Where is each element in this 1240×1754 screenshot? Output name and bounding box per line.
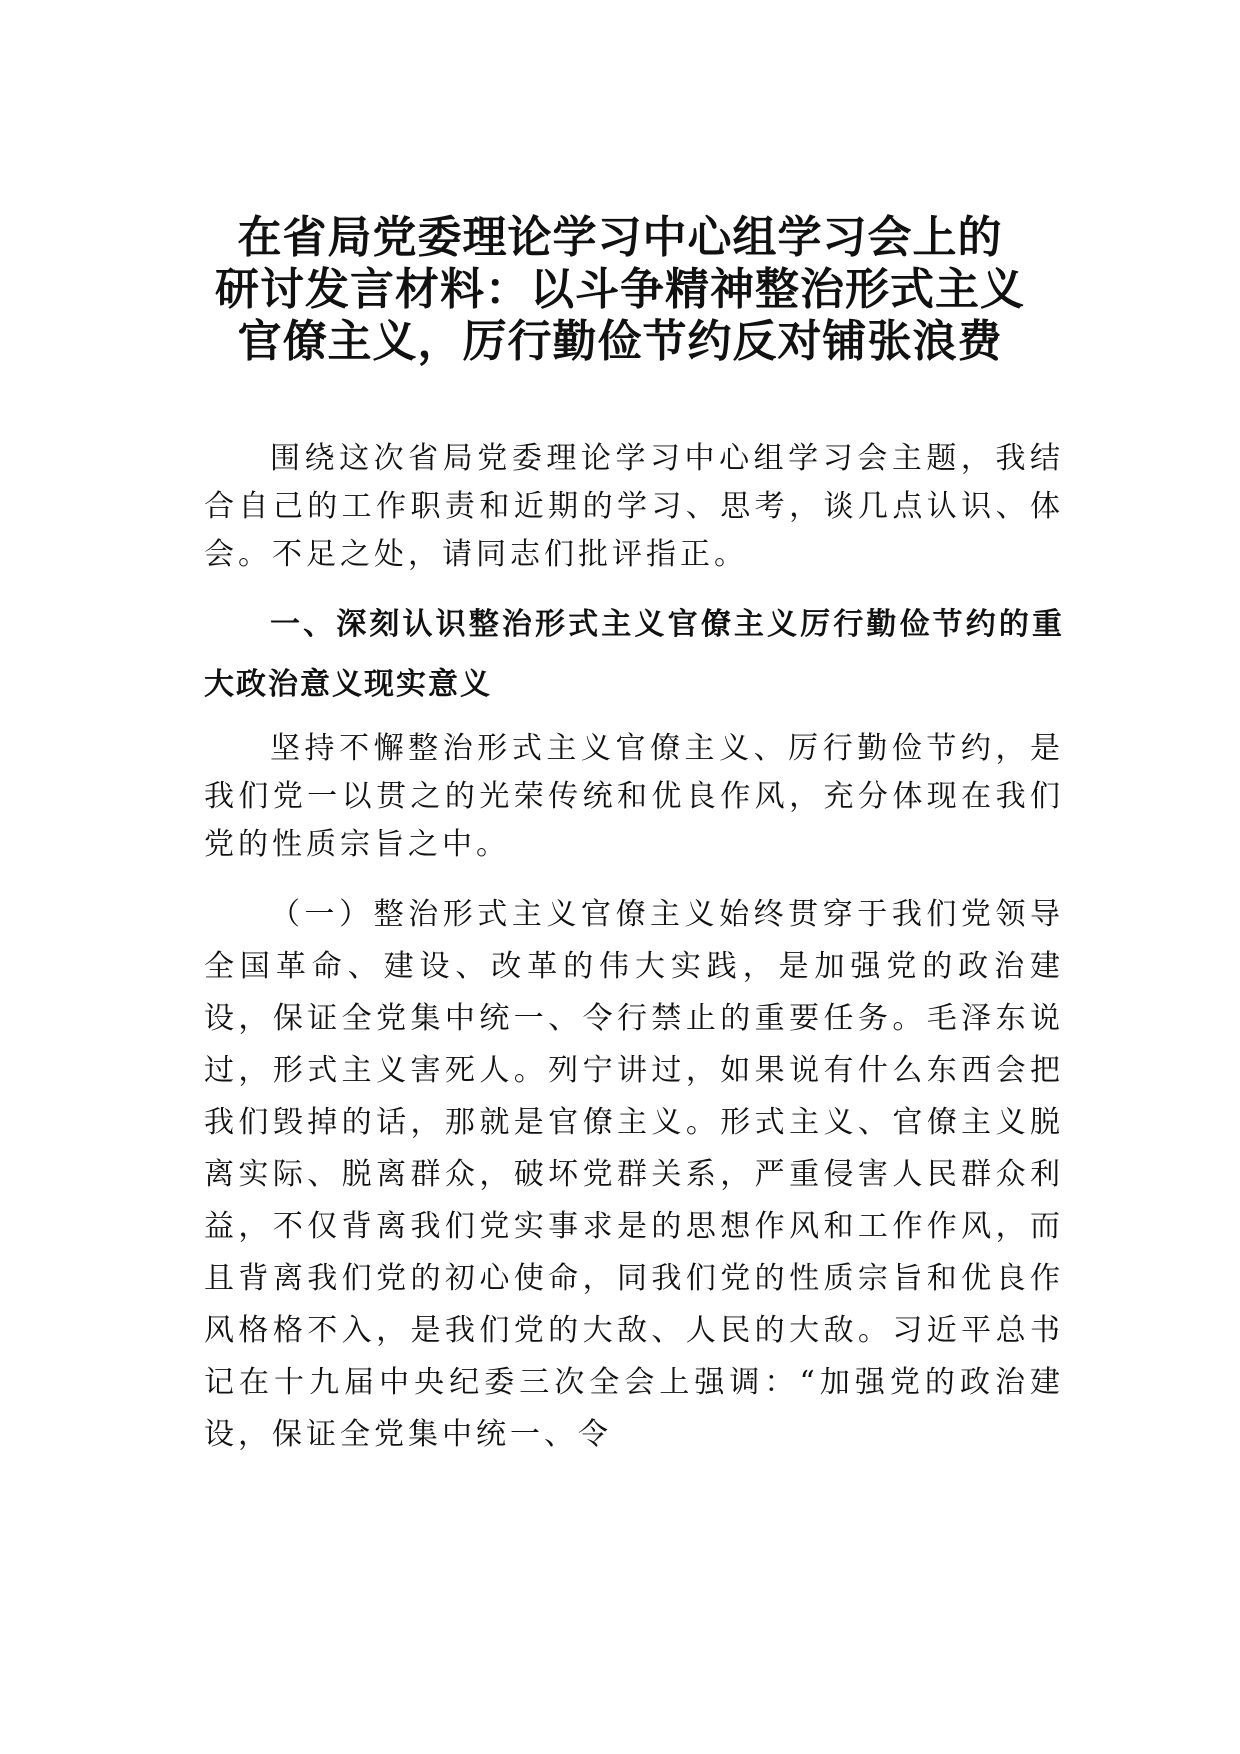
document-body	[204, 435, 1064, 1461]
document-title	[160, 212, 1080, 368]
title-line-2: 研讨发言材料：以斗争精神整治形式主义	[215, 264, 1025, 315]
title-line-3: 官僚主义，厉行勤俭节约反对铺张浪费	[237, 316, 1003, 367]
section-1-lead-paragraph: 坚持不懈整治形式主义官僚主义、厉行勤俭节约，是我们党一以贯之的光荣传统和优良作风，充分体现在我们党的性质宗旨之中。	[204, 731, 1064, 862]
section-heading-1: 一、深刻认识整治形式主义官僚主义厉行勤俭节约的重大政治意义现实意义	[204, 607, 1064, 702]
intro-paragraph: 围绕这次省局党委理论学习中心组学习会主题，我结合自己的工作职责和近期的学习、思考，谈几点认识、体会。不足之处，请同志们批评指正。	[204, 441, 1064, 572]
subsection-1-paragraph: （一）整治形式主义官僚主义始终贯穿于我们党领导全国革命、建设、改革的伟大实践，是加强党的政治建设，保证全党集中统一、令行禁止的重要任务。毛泽东说过，形式主义害死人。列宁讲过，如果说有什么东西会把我们毁掉的话，那就是官僚主义。形式主义、官僚主义脱离实际、脱离群众，破坏党群关系，严重侵害人民群众利益，不仅背离我们党实事求是的思想作风和工作作风，而且背离我们党的初心使命，同我们党的性质宗旨和优良作风格格不入，是我们党的大敌、人民的大敌。习近平总书记在十九届中央纪委三次全会上强调：“加强党的政治建设，保证全党集中统一、令	[204, 897, 1064, 1452]
title-line-1: 在省局党委理论学习中心组学习会上的	[237, 212, 1003, 263]
